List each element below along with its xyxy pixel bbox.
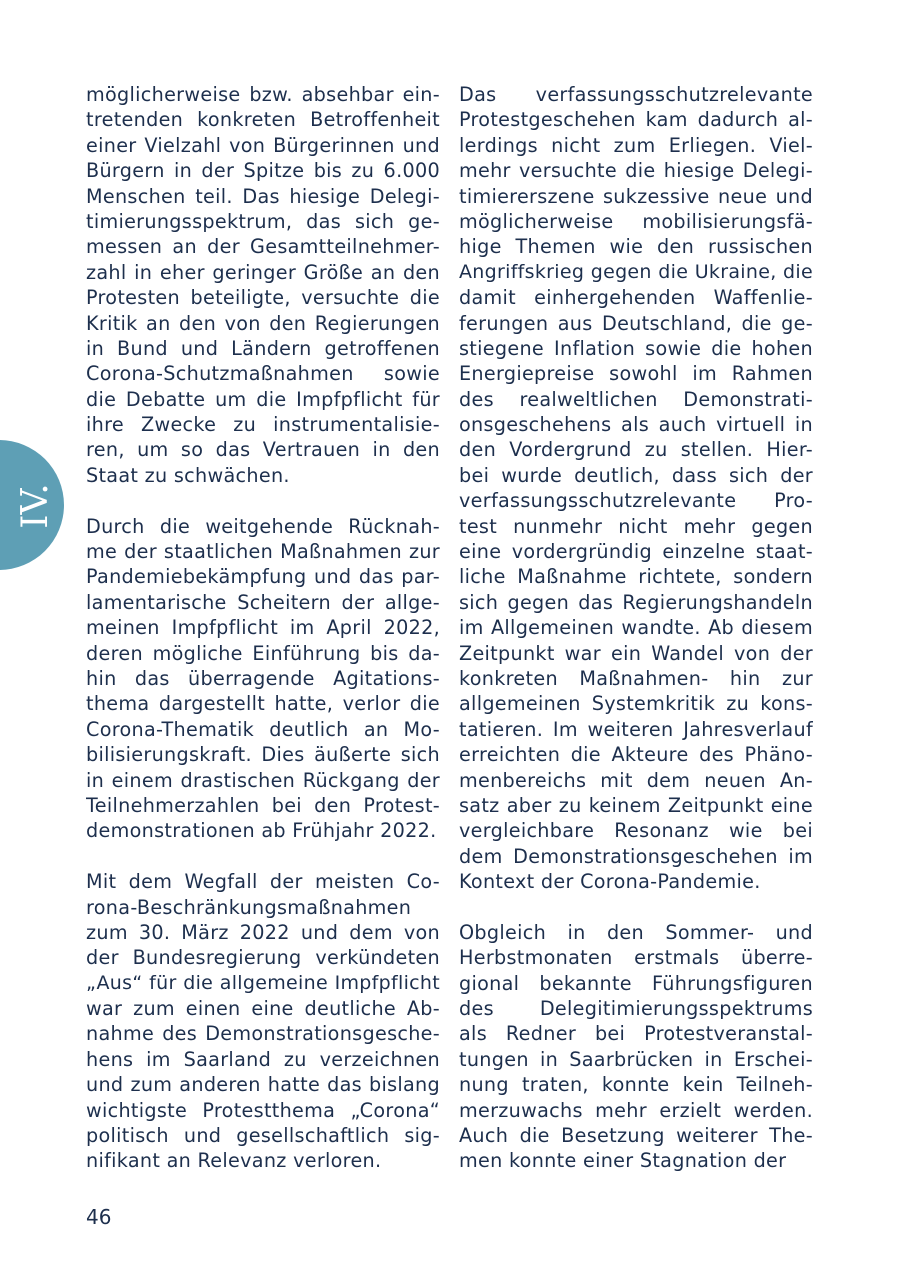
text-line: „Aus“ für die allgemeine Impfpflicht [86, 971, 440, 994]
text-line: ren, um so das Vertrauen in den [86, 438, 440, 462]
text-line: einer Vielzahl von Bürgerinnen und [86, 133, 440, 157]
text-line: satz aber zu keinem Zeitpunkt eine [459, 793, 813, 817]
text-line: Staat zu schwächen. [86, 463, 290, 487]
chapter-label: IV. [15, 483, 56, 529]
text-line: in Bund und Ländern getroffenen [86, 336, 440, 360]
text-line: Angriffskrieg gegen die Ukraine, die [459, 260, 813, 283]
paragraph-gap [86, 844, 440, 869]
text-line: ferungen aus Deutschland, die ge- [459, 311, 813, 335]
text-line: möglicherweise bzw. absehbar ein- [86, 83, 440, 106]
text-line: Durch die weitgehende Rücknah- [86, 514, 440, 538]
text-line: messen an der Gesamtteilnehmer- [86, 235, 440, 259]
text-line: im Allgemeinen wandte. Ab diesem [459, 616, 813, 640]
text-line: möglicherweise mobilisierungsfä- [459, 209, 813, 233]
text-line: Zeitpunkt war ein Wandel von der [459, 641, 813, 665]
text-line: stiegene Inflation sowie die hohen [459, 336, 813, 360]
text-line: nifikant an Relevanz verloren. [86, 1149, 382, 1173]
text-line: erreichten die Akteure des Phäno- [459, 743, 813, 767]
text-line: damit einhergehenden Waffenlie- [459, 286, 813, 310]
text-line: Corona-Thematik deutlich an Mo- [86, 717, 440, 741]
text-line: onsgeschehens als auch virtuell in [459, 413, 813, 437]
text-line: hige Themen wie den russischen [459, 235, 813, 259]
text-line: des realweltlichen Demonstrati- [459, 387, 813, 411]
right-column [459, 82, 813, 1174]
text-line: Energiepreise sowohl im Rahmen [459, 362, 813, 386]
text-line: in einem drastischen Rückgang der [86, 768, 440, 792]
text-line: Pandemiebekämpfung und das par- [86, 565, 440, 589]
text-line: und zum anderen hatte das bislang [86, 1073, 440, 1097]
page-number: 46 [86, 1205, 112, 1229]
text-line: demonstrationen ab Frühjahr 2022. [86, 819, 437, 843]
text-line: Mit dem Wegfall der meisten Co- [86, 870, 440, 894]
text-line: lerdings nicht zum Erliegen. Viel- [459, 133, 813, 157]
text-line: mehr versuchte die hiesige Delegi- [459, 159, 813, 183]
text-line: wichtigste Protestthema „Corona“ [86, 1098, 440, 1122]
text-line: timiererszene sukzessive neue und [459, 184, 813, 208]
text-line: nahme des Demonstrationsgesche- [86, 1022, 440, 1046]
text-line: test nunmehr nicht mehr gegen [459, 514, 813, 538]
text-line: Protestgeschehen kam dadurch al- [459, 108, 813, 132]
text-line: menbereichs mit dem neuen An- [459, 768, 813, 792]
text-line: Kontext der Corona-Pandemie. [459, 870, 761, 894]
text-line: hin das überragende Agitations- [86, 666, 440, 690]
text-line: dem Demonstrationsgeschehen im [459, 844, 813, 868]
text-line: lamentarische Scheitern der allge- [86, 590, 440, 614]
text-line: tatieren. Im weiteren Jahresverlauf [459, 717, 813, 741]
text-line: politisch und gesellschaftlich sig- [86, 1124, 440, 1148]
text-line: Protesten beteiligte, versuchte die [86, 286, 440, 310]
text-line: rona-Beschränkungsmaßnahmen [86, 895, 412, 919]
text-line: der Bundesregierung verkündeten [86, 946, 440, 970]
text-line: nung traten, konnte kein Teilneh- [459, 1073, 813, 1097]
text-line: bilisierungskraft. Dies äußerte sich [86, 743, 440, 767]
text-line: zum 30. März 2022 und dem von [86, 920, 440, 944]
text-line: als Redner bei Protestveranstal- [459, 1022, 813, 1046]
text-line: tretenden konkreten Betroffenheit [86, 108, 440, 132]
text-line: war zum einen eine deutliche Ab- [86, 997, 440, 1021]
text-line: deren mögliche Einführung bis da- [86, 641, 440, 665]
left-column [86, 82, 440, 1174]
text-line: Corona-Schutzmaßnahmen sowie [86, 362, 440, 386]
text-line: eine vordergründig einzelne staat- [459, 540, 813, 564]
text-line: Das verfassungsschutzrelevante [459, 83, 813, 106]
text-line: zahl in eher geringer Größe an den [86, 260, 440, 284]
text-line: tungen in Saarbrücken in Erschei- [459, 1047, 813, 1071]
text-line: allgemeinen Systemkritik zu kons- [459, 692, 813, 716]
text-line: Menschen teil. Das hiesige Delegi- [86, 184, 440, 208]
paragraph-gap [86, 488, 440, 513]
text-line: konkreten Maßnahmen- hin zur [459, 666, 813, 690]
text-line: hens im Saarland zu verzeichnen [86, 1047, 440, 1071]
text-line: meinen Impfpflicht im April 2022, [86, 616, 440, 640]
text-line: liche Maßnahme richtete, sondern [459, 565, 813, 589]
text-line: sich gegen das Regierungshandeln [459, 590, 813, 614]
text-line: merzuwachs mehr erzielt werden. [459, 1098, 813, 1122]
text-line: men konnte einer Stagnation der [459, 1149, 787, 1173]
text-line: Bürgern in der Spitze bis zu 6.000 [86, 159, 440, 183]
text-line: die Debatte um die Impfpflicht für [86, 387, 440, 411]
text-line: des Delegitimierungsspektrums [459, 997, 813, 1021]
text-line: me der staatlichen Maßnahmen zur [86, 540, 440, 564]
text-line: vergleichbare Resonanz wie bei [459, 819, 813, 843]
text-line: Obgleich in den Sommer- und [459, 920, 813, 944]
text-line: thema dargestellt hatte, verlor die [86, 692, 440, 716]
text-line: bei wurde deutlich, dass sich der [459, 463, 813, 487]
text-line: Kritik an den von den Regierungen [86, 311, 440, 335]
text-line: Auch die Besetzung weiterer The- [459, 1124, 813, 1148]
text-line: Teilnehmerzahlen bei den Protest- [86, 793, 440, 817]
text-line: ihre Zwecke zu instrumentalisie- [86, 413, 440, 437]
text-line: den Vordergrund zu stellen. Hier- [459, 438, 813, 462]
text-line: verfassungsschutzrelevante Pro- [459, 489, 813, 513]
text-line: timierungsspektrum, das sich ge- [86, 209, 440, 233]
text-line: Herbstmonaten erstmals überre- [459, 946, 813, 970]
text-line: gional bekannte Führungsfiguren [459, 971, 813, 995]
paragraph-gap [459, 895, 813, 920]
